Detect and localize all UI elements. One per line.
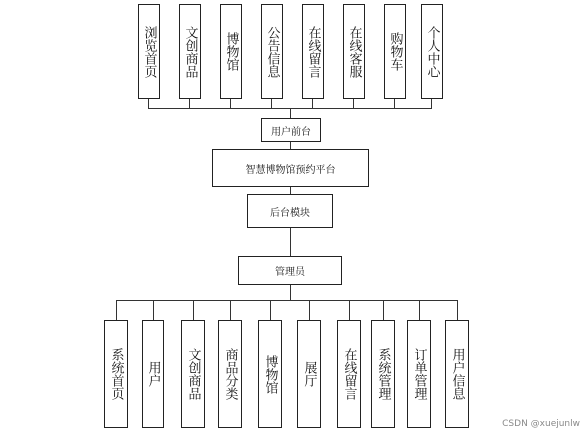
connector-line xyxy=(116,300,117,320)
connector-line xyxy=(290,108,291,118)
connector-line xyxy=(290,187,291,194)
user-front-box: 用户前台 xyxy=(261,118,321,142)
connector-line xyxy=(153,300,154,320)
top-module-cultural-goods: 文创商品 xyxy=(179,4,201,99)
top-module-browse-home: 浏览首页 xyxy=(138,4,160,99)
admin-module-user-info: 用户信息 xyxy=(445,320,469,428)
connector-line xyxy=(290,285,291,301)
watermark: CSDN @xuejunlw xyxy=(502,419,580,429)
admin-module-goods-category: 商品分类 xyxy=(218,320,242,428)
connector-line xyxy=(290,142,291,149)
connector-line xyxy=(309,300,310,320)
top-module-online-message: 在线留言 xyxy=(302,4,324,99)
admin-module-museum: 博物馆 xyxy=(258,320,282,428)
top-module-personal-center: 个人中心 xyxy=(421,4,443,99)
admin-module-system-management: 系统管理 xyxy=(371,320,395,428)
top-module-cart: 购物车 xyxy=(384,4,406,99)
platform-box: 智慧博物馆预约平台 xyxy=(212,149,369,187)
connector-line xyxy=(290,228,291,256)
admin-box: 管理员 xyxy=(238,256,342,285)
admin-module-cultural-goods: 文创商品 xyxy=(181,320,205,428)
top-module-online-service: 在线客服 xyxy=(343,4,365,99)
connector-line xyxy=(270,300,271,320)
connector-line xyxy=(383,300,384,320)
admin-module-exhibition-hall: 展厅 xyxy=(297,320,321,428)
connector-line xyxy=(349,300,350,320)
connector-line xyxy=(419,300,420,320)
admin-module-users: 用户 xyxy=(142,320,164,428)
connector-line xyxy=(457,300,458,320)
top-module-announcements: 公告信息 xyxy=(261,4,283,99)
connector-line xyxy=(230,300,231,320)
admin-module-order-management: 订单管理 xyxy=(407,320,431,428)
top-module-museum: 博物馆 xyxy=(220,4,242,99)
connector-line xyxy=(193,300,194,320)
admin-module-system-home: 系统首页 xyxy=(104,320,128,428)
backend-box: 后台模块 xyxy=(247,194,333,228)
connector-bus-bottom xyxy=(116,300,458,301)
admin-module-online-message: 在线留言 xyxy=(337,320,361,428)
